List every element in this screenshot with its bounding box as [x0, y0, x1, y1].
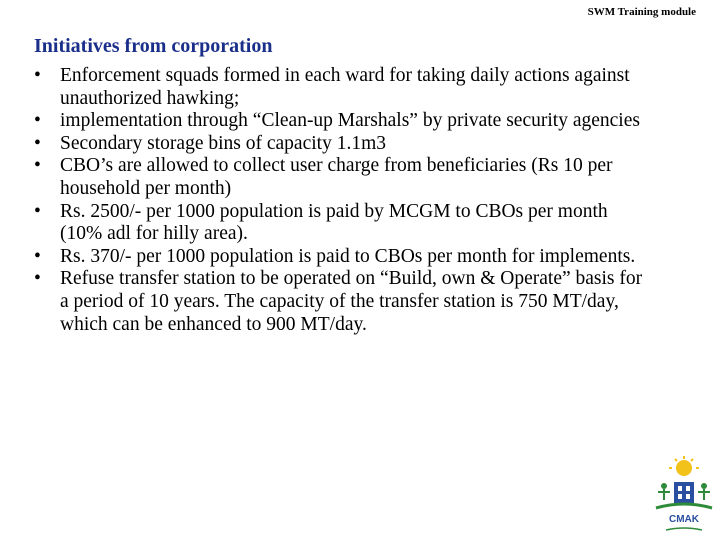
- slide-title: Initiatives from corporation: [34, 35, 273, 57]
- bullet-text: CBO’s are allowed to collect user charge from beneficiaries (Rs 10 per household per month): [60, 155, 613, 199]
- bullet-item: [34, 65, 654, 110]
- bullet-text: Rs. 2500/- per 1000 population is paid by MCGM to CBOs per month (10% adl for hilly area).: [60, 200, 608, 245]
- bullet-text: implementation through “Clean-up Marshals” by private security agencies: [60, 110, 640, 132]
- bullet-marker: •: [34, 155, 41, 177]
- bullet-marker: •: [34, 268, 41, 290]
- bullet-list: [34, 65, 654, 336]
- bullet-text: Enforcement squads formed in each ward for taking daily actions against unauthorized hawking;: [60, 65, 630, 109]
- ground-icon: [656, 504, 712, 508]
- bullet-text: Secondary storage bins of capacity 1.1m3: [60, 132, 386, 154]
- bullet-marker: •: [34, 132, 41, 154]
- cmak-logo: [652, 456, 716, 536]
- sun-icon: [676, 460, 692, 476]
- bullet-item: [34, 268, 654, 336]
- bullet-text: Refuse transfer station to be operated on “Build, own & Operate” basis for a period of 10 years. The capacity of the transfer station is 750 MT/day, which can be enhanced to 900 MT/day.: [60, 268, 643, 335]
- bullet-item: [34, 155, 654, 200]
- bullet-marker: •: [34, 200, 41, 222]
- cmak-logo-graphic: [652, 456, 716, 536]
- logo-text: CMAK: [669, 514, 699, 525]
- bullet-text: Rs. 370/- per 1000 population is paid to CBOs per month for implements.: [60, 245, 636, 267]
- bullet-item: [34, 133, 654, 156]
- bullet-item: [34, 110, 654, 133]
- building-icon: [674, 482, 694, 504]
- bullet-marker: •: [34, 245, 41, 267]
- bullet-marker: •: [34, 65, 41, 86]
- bullet-marker: •: [34, 110, 41, 132]
- bullet-item: [34, 246, 654, 269]
- bullet-item: [34, 201, 654, 246]
- module-label: SWM Training module: [587, 6, 696, 18]
